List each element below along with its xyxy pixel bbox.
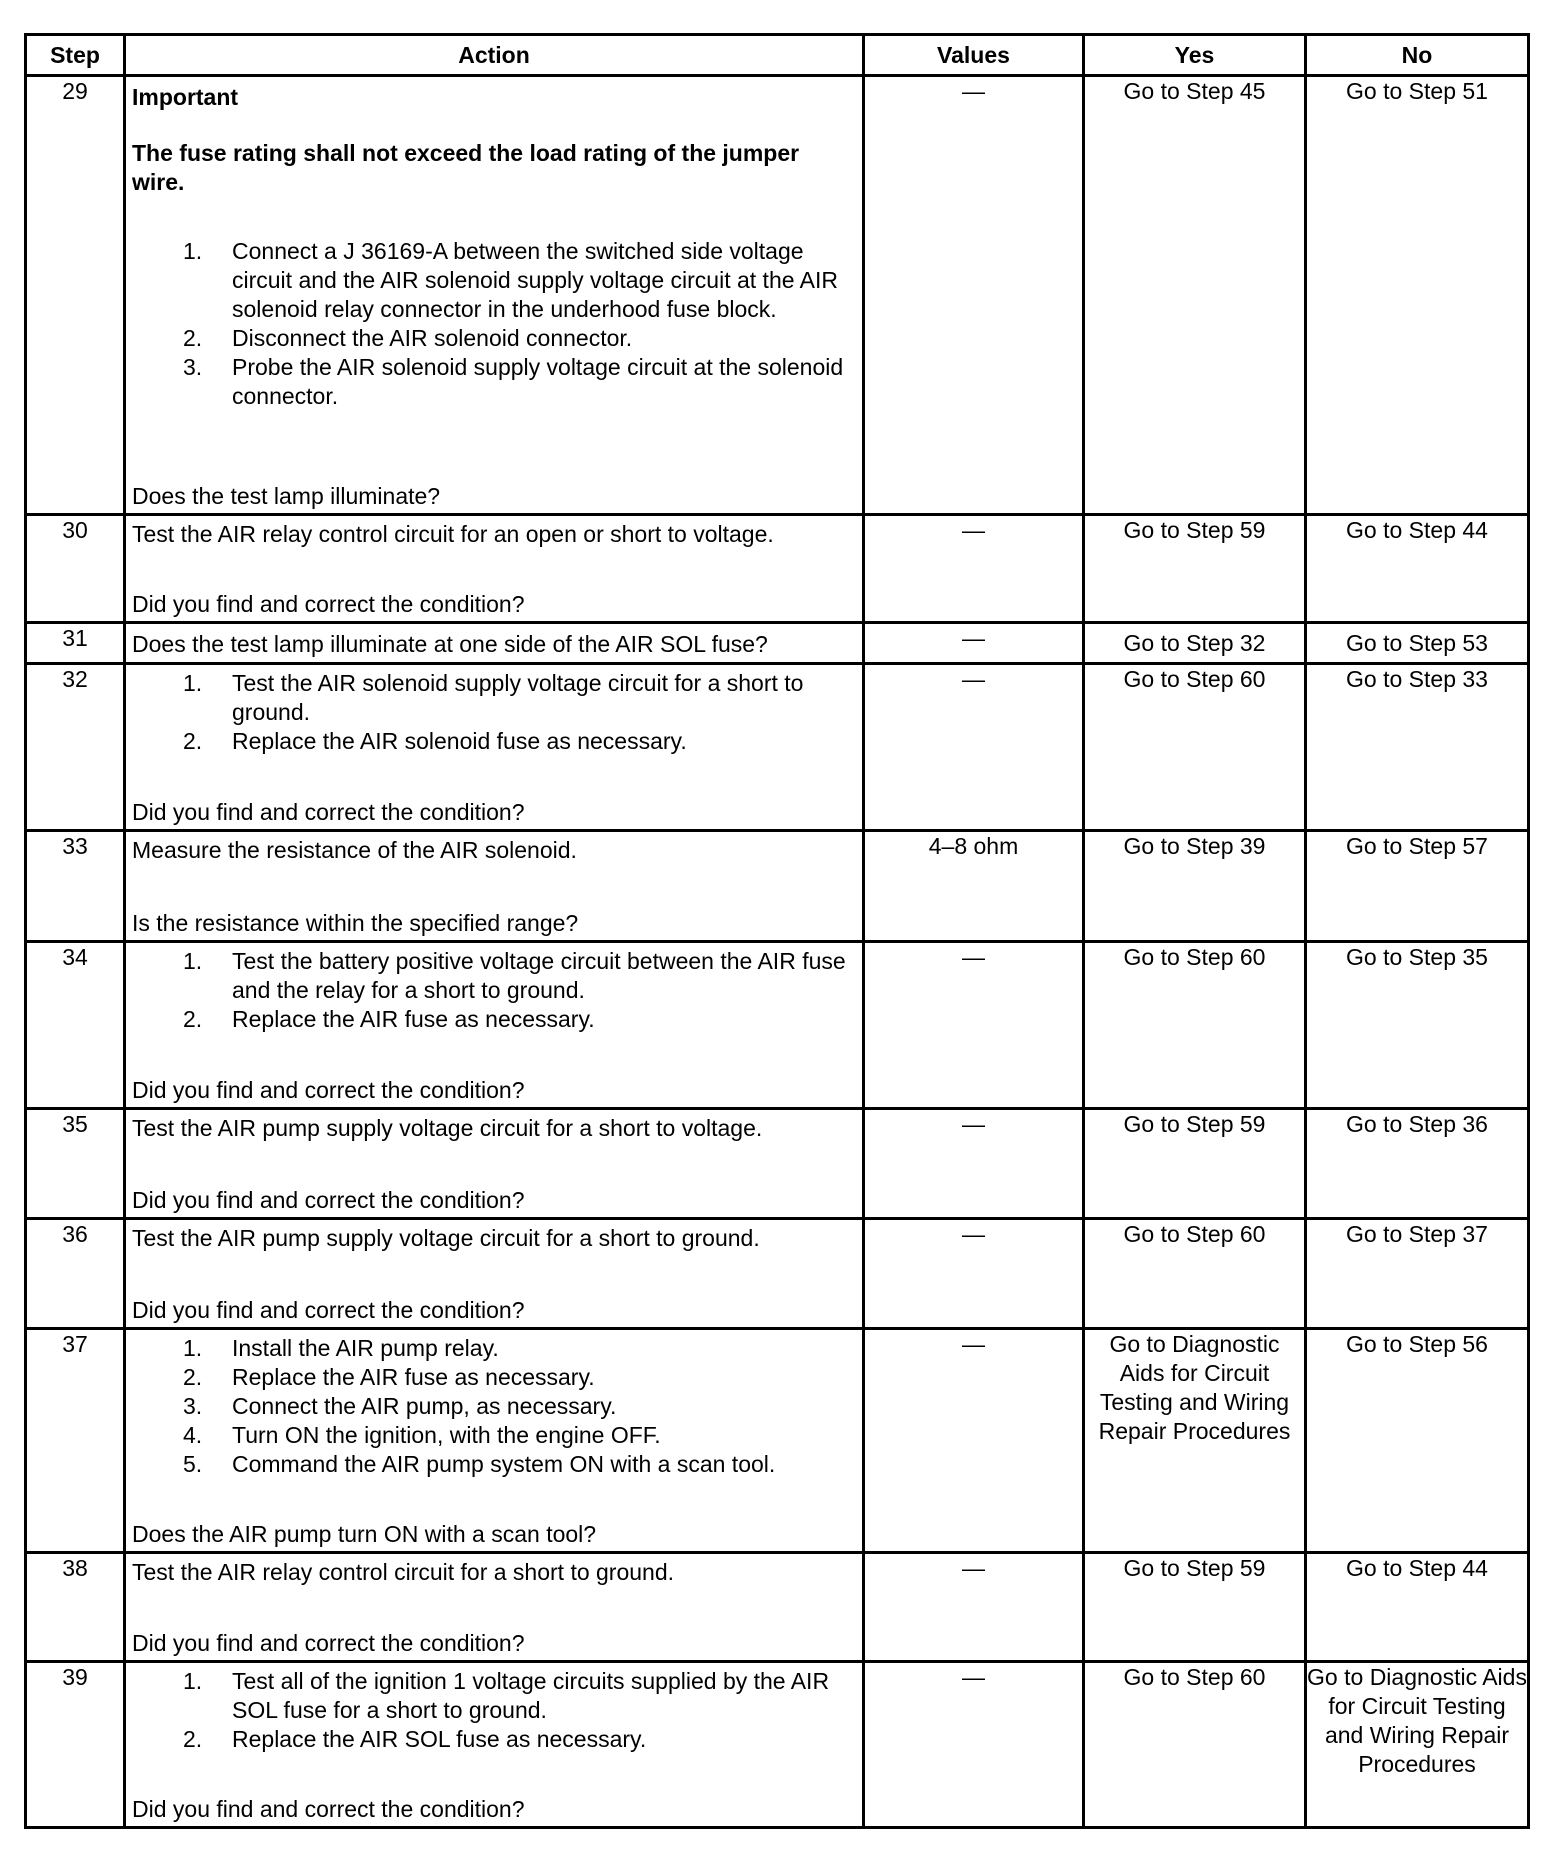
table-row [26, 76, 1529, 515]
action-text: Test the AIR relay control circuit for an open or short to voltage. [132, 521, 774, 547]
no-cell: Go to Diagnostic Aids for Circuit Testing and Wiring Repair Procedures [1306, 1662, 1529, 1828]
table-row [26, 1662, 1529, 1828]
action-cell [125, 1553, 864, 1662]
important-title: Important [132, 84, 239, 110]
action-cell [125, 76, 864, 515]
list-item: 2. Replace the AIR SOL fuse as necessary. [183, 1726, 647, 1752]
header-no: No [1306, 35, 1529, 76]
list-item: 1. Test the battery positive voltage circuit between the AIR fuse and the relay for a short to ground. [183, 948, 846, 1003]
yes-cell: Go to Step 39 [1084, 831, 1306, 942]
step-number: 37 [26, 1329, 125, 1553]
action-question: Did you find and correct the condition? [132, 1630, 525, 1656]
no-cell: Go to Step 56 [1306, 1329, 1529, 1553]
action-question: Is the resistance within the specified range? [132, 910, 579, 936]
table-row [26, 1329, 1529, 1553]
header-row [26, 35, 1529, 76]
action-question: Did you find and correct the condition? [132, 1297, 525, 1323]
table-row [26, 515, 1529, 623]
table-row [26, 1219, 1529, 1329]
action-question: Does the test lamp illuminate at one side of the AIR SOL fuse? [132, 630, 768, 657]
values-cell: — [864, 623, 1084, 664]
values-cell: — [864, 1662, 1084, 1828]
table-row [26, 1109, 1529, 1219]
action-cell [125, 623, 864, 664]
yes-cell: Go to Step 60 [1084, 1219, 1306, 1329]
yes-cell: Go to Step 59 [1084, 515, 1306, 623]
header-step: Step [26, 35, 125, 76]
yes-cell: Go to Step 59 [1084, 1553, 1306, 1662]
action-cell [125, 1662, 864, 1828]
action-text: Test the AIR pump supply voltage circuit for a short to voltage. [132, 1115, 763, 1141]
list-item: 1. Install the AIR pump relay. [183, 1335, 499, 1361]
yes-cell: Go to Step 60 [1084, 1662, 1306, 1828]
values-cell: — [864, 76, 1084, 515]
no-cell: Go to Step 44 [1306, 515, 1529, 623]
action-text: Test the AIR pump supply voltage circuit for a short to ground. [132, 1225, 760, 1251]
no-cell: Go to Step 35 [1306, 942, 1529, 1109]
action-cell [125, 1109, 864, 1219]
step-number: 31 [26, 623, 125, 664]
list-item: 2. Replace the AIR fuse as necessary. [183, 1364, 595, 1390]
values-cell: — [864, 1553, 1084, 1662]
action-cell [125, 664, 864, 831]
list-item: 1. Test the AIR solenoid supply voltage circuit for a short to ground. [183, 670, 804, 725]
step-number: 35 [26, 1109, 125, 1219]
list-item: 3. Probe the AIR solenoid supply voltage circuit at the solenoid connector. [183, 354, 844, 409]
action-list [132, 1334, 856, 1479]
list-item: 1. Connect a J 36169-A between the switched side voltage circuit and the AIR solenoid supply voltage circuit at the AIR solenoid relay connector in the underhood fuse block. [183, 238, 838, 322]
list-item: 2. Replace the AIR fuse as necessary. [183, 1006, 595, 1032]
action-cell [125, 942, 864, 1109]
header-action: Action [125, 35, 864, 76]
action-list [132, 947, 856, 1034]
action-cell [125, 515, 864, 623]
no-cell: Go to Step 51 [1306, 76, 1529, 515]
step-number: 39 [26, 1662, 125, 1828]
table-row [26, 942, 1529, 1109]
no-cell: Go to Step 36 [1306, 1109, 1529, 1219]
step-number: 36 [26, 1219, 125, 1329]
table-row [26, 664, 1529, 831]
yes-cell: Go to Diagnostic Aids for Circuit Testing and Wiring Repair Procedures [1084, 1329, 1306, 1553]
action-cell [125, 1329, 864, 1553]
step-number: 33 [26, 831, 125, 942]
values-cell: — [864, 664, 1084, 831]
no-cell: Go to Step 37 [1306, 1219, 1529, 1329]
action-list [132, 237, 856, 411]
list-item: 3. Connect the AIR pump, as necessary. [183, 1393, 617, 1419]
step-number: 30 [26, 515, 125, 623]
list-item: 1. Test all of the ignition 1 voltage circuits supplied by the AIR SOL fuse for a short to ground. [183, 1668, 830, 1723]
table-row [26, 623, 1529, 664]
yes-cell: Go to Step 60 [1084, 664, 1306, 831]
yes-cell: Go to Step 59 [1084, 1109, 1306, 1219]
list-item: 2. Replace the AIR solenoid fuse as necessary. [183, 728, 687, 754]
header-values: Values [864, 35, 1084, 76]
action-question: Does the test lamp illuminate? [132, 483, 441, 509]
diagnostic-table [24, 33, 1530, 1829]
yes-cell: Go to Step 32 [1084, 623, 1306, 664]
no-cell: Go to Step 53 [1306, 623, 1529, 664]
list-item: 5. Command the AIR pump system ON with a scan tool. [183, 1451, 776, 1477]
yes-cell: Go to Step 45 [1084, 76, 1306, 515]
action-text: Test the AIR relay control circuit for a short to ground. [132, 1559, 675, 1585]
step-number: 38 [26, 1553, 125, 1662]
table-row [26, 1553, 1529, 1662]
values-cell: 4–8 ohm [864, 831, 1084, 942]
values-cell: — [864, 515, 1084, 623]
step-number: 32 [26, 664, 125, 831]
action-question: Did you find and correct the condition? [132, 1187, 525, 1213]
action-question: Did you find and correct the condition? [132, 1796, 525, 1822]
action-list [132, 1667, 856, 1754]
action-cell [125, 831, 864, 942]
action-text: Measure the resistance of the AIR solenoid. [132, 837, 577, 863]
yes-cell: Go to Step 60 [1084, 942, 1306, 1109]
values-cell: — [864, 1219, 1084, 1329]
table-row [26, 831, 1529, 942]
values-cell: — [864, 1329, 1084, 1553]
list-item: 2. Disconnect the AIR solenoid connector. [183, 325, 633, 351]
header-yes: Yes [1084, 35, 1306, 76]
values-cell: — [864, 1109, 1084, 1219]
list-item: 4. Turn ON the ignition, with the engine OFF. [183, 1422, 661, 1448]
action-question: Did you find and correct the condition? [132, 591, 525, 617]
no-cell: Go to Step 33 [1306, 664, 1529, 831]
action-question: Did you find and correct the condition? [132, 799, 525, 825]
important-text: The fuse rating shall not exceed the load rating of the jumper wire. [132, 140, 800, 195]
action-cell [125, 1219, 864, 1329]
action-question: Did you find and correct the condition? [132, 1077, 525, 1103]
action-question: Does the AIR pump turn ON with a scan tool? [132, 1521, 597, 1547]
no-cell: Go to Step 44 [1306, 1553, 1529, 1662]
step-number: 29 [26, 76, 125, 515]
action-list [132, 669, 856, 756]
values-cell: — [864, 942, 1084, 1109]
no-cell: Go to Step 57 [1306, 831, 1529, 942]
step-number: 34 [26, 942, 125, 1109]
